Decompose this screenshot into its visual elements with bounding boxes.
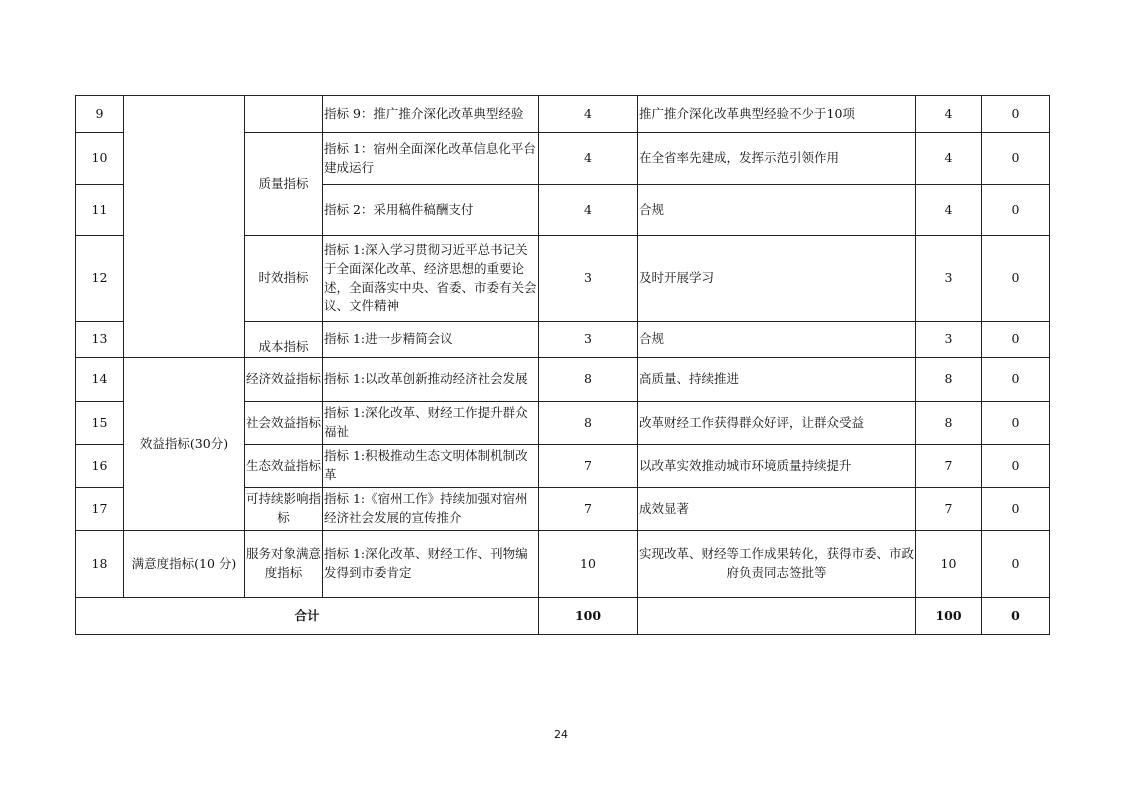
row-number: 11	[76, 185, 124, 236]
indicator-score: 7	[916, 445, 982, 488]
tertiary-indicator: 指标 1：宿州全面深化改革信息化平台建成运行	[323, 133, 539, 185]
secondary-indicator-cost: 成本指标	[245, 322, 323, 358]
primary-indicator-benefit: 效益指标(30分)	[124, 358, 245, 531]
table-row	[76, 358, 1050, 402]
indicator-target: 成效显著	[638, 488, 916, 531]
indicator-deduction: 0	[982, 322, 1050, 358]
indicator-score: 7	[916, 488, 982, 531]
indicator-score: 3	[916, 236, 982, 322]
tertiary-indicator: 指标 1:以改革创新推动经济社会发展	[323, 358, 539, 402]
secondary-indicator-quality: 质量指标	[245, 133, 323, 236]
tertiary-indicator: 指标 1:深化改革、财经工作提升群众福祉	[323, 402, 539, 445]
indicator-target: 实现改革、财经等工作成果转化，获得市委、市政府负责同志签批等	[638, 531, 916, 598]
row-number: 16	[76, 445, 124, 488]
indicator-deduction: 0	[982, 488, 1050, 531]
tertiary-indicator: 指标 1:进一步精简会议	[323, 322, 539, 358]
tertiary-indicator: 指标 1:深化改革、财经工作、刊物编发得到市委肯定	[323, 531, 539, 598]
indicator-target: 改革财经工作获得群众好评，让群众受益	[638, 402, 916, 445]
indicator-deduction: 0	[982, 96, 1050, 133]
tertiary-indicator: 指标 1:积极推动生态文明体制机制改革	[323, 445, 539, 488]
total-label: 合计	[76, 598, 539, 635]
row-number: 17	[76, 488, 124, 531]
indicator-weight: 4	[539, 133, 638, 185]
row-number: 15	[76, 402, 124, 445]
page-number: 24	[554, 728, 568, 741]
secondary-indicator-service: 服务对象满意度指标	[245, 531, 323, 598]
total-row	[76, 598, 1050, 635]
indicator-weight: 8	[539, 358, 638, 402]
indicator-score: 4	[916, 133, 982, 185]
indicator-target: 合规	[638, 185, 916, 236]
primary-indicator-satisfaction: 满意度指标(10 分)	[124, 531, 245, 598]
indicator-deduction: 0	[982, 133, 1050, 185]
indicator-weight: 4	[539, 185, 638, 236]
indicator-weight: 10	[539, 531, 638, 598]
indicator-score: 10	[916, 531, 982, 598]
row-number: 9	[76, 96, 124, 133]
total-deduction: 0	[982, 598, 1050, 635]
tertiary-indicator: 指标 1:深入学习贯彻习近平总书记关于全面深化改革、经济思想的重要论述，全面落实中央、省委、市委有关会议、文件精神	[323, 236, 539, 322]
secondary-indicator-ecological: 生态效益指标	[245, 445, 323, 488]
indicator-target: 推广推介深化改革典型经验不少于10项	[638, 96, 916, 133]
table-row	[76, 96, 1050, 133]
indicator-weight: 8	[539, 402, 638, 445]
indicator-deduction: 0	[982, 236, 1050, 322]
indicator-target: 及时开展学习	[638, 236, 916, 322]
indicator-deduction: 0	[982, 185, 1050, 236]
indicator-score: 8	[916, 358, 982, 402]
indicator-score: 3	[916, 322, 982, 358]
indicator-target: 以改革实效推动城市环境质量持续提升	[638, 445, 916, 488]
secondary-indicator-sustainable: 可持续影响指标	[245, 488, 323, 531]
performance-indicator-table	[75, 95, 1050, 635]
indicator-weight: 4	[539, 96, 638, 133]
secondary-indicator-economic: 经济效益指标	[245, 358, 323, 402]
row-number: 14	[76, 358, 124, 402]
indicator-weight: 7	[539, 445, 638, 488]
secondary-indicator-social: 社会效益指标	[245, 402, 323, 445]
indicator-score: 4	[916, 185, 982, 236]
indicator-score: 4	[916, 96, 982, 133]
secondary-indicator-timeliness: 时效指标	[245, 236, 323, 322]
indicator-deduction: 0	[982, 402, 1050, 445]
indicator-deduction: 0	[982, 445, 1050, 488]
indicator-deduction: 0	[982, 358, 1050, 402]
row-number: 10	[76, 133, 124, 185]
table-row	[76, 531, 1050, 598]
total-target-cell	[638, 598, 916, 635]
indicator-target: 合规	[638, 322, 916, 358]
row-number: 12	[76, 236, 124, 322]
row-number: 18	[76, 531, 124, 598]
indicator-weight: 3	[539, 236, 638, 322]
indicator-weight: 3	[539, 322, 638, 358]
indicator-deduction: 0	[982, 531, 1050, 598]
indicator-target: 在全省率先建成，发挥示范引领作用	[638, 133, 916, 185]
row-number: 13	[76, 322, 124, 358]
tertiary-indicator: 指标 1:《宿州工作》持续加强对宿州经济社会发展的宣传推介	[323, 488, 539, 531]
total-weight: 100	[539, 598, 638, 635]
primary-indicator-cell	[124, 96, 245, 358]
total-score: 100	[916, 598, 982, 635]
indicator-target: 高质量、持续推进	[638, 358, 916, 402]
secondary-indicator-cell	[245, 96, 323, 133]
indicator-weight: 7	[539, 488, 638, 531]
indicator-score: 8	[916, 402, 982, 445]
tertiary-indicator: 指标 9：推广推介深化改革典型经验	[323, 96, 539, 133]
tertiary-indicator: 指标 2：采用稿件稿酬支付	[323, 185, 539, 236]
